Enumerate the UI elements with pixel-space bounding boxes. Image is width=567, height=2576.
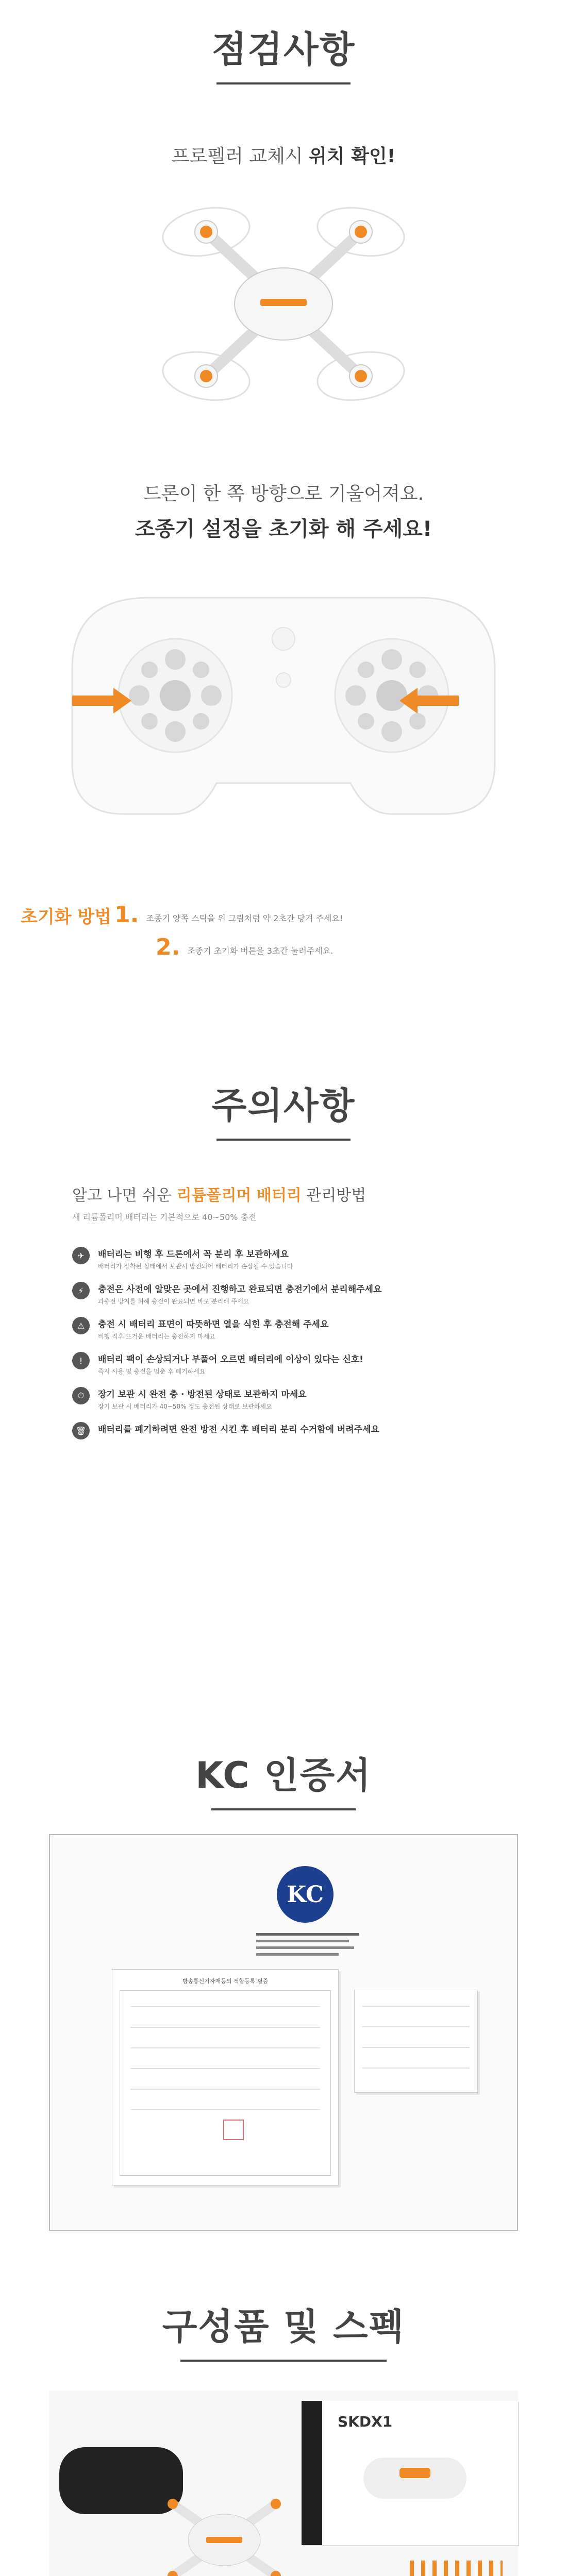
caution-title: 주의사항 xyxy=(211,1084,356,1127)
drone-top-view-image xyxy=(149,185,418,422)
caution-title-underline xyxy=(216,1139,351,1141)
caution-list xyxy=(72,1247,515,1451)
alert-icon: ! xyxy=(72,1352,90,1369)
caution-item xyxy=(72,1282,515,1306)
caution-item xyxy=(72,1317,515,1341)
kc-certificate-detail xyxy=(354,1990,478,2093)
caution-item-main: 충전은 사전에 알맞은 곳에서 진행하고 완료되면 충전기에서 분리해주세요 xyxy=(98,1284,382,1295)
kc-title-underline xyxy=(211,1808,356,1810)
caution-item-desc: 즉시 사용 및 충전을 멈춘 후 폐기하세요 xyxy=(98,1368,206,1375)
components-photo xyxy=(49,2391,518,2576)
trash-icon: 🗑 xyxy=(72,1422,90,1439)
kc-mark-text: KC xyxy=(286,1881,324,1908)
kc-title: KC 인증서 xyxy=(195,1754,372,1797)
heat-warning-icon: ⚠ xyxy=(72,1317,90,1334)
reset-step-2-number: 2. xyxy=(156,934,180,960)
components-section xyxy=(0,2293,567,2576)
reset-step-1 xyxy=(21,902,546,928)
kc-stamp xyxy=(223,2120,244,2140)
caution-section xyxy=(0,1046,567,1747)
caution-item-desc: 과충전 방지를 위해 충전이 완료되면 바로 분리해 주세요 xyxy=(98,1298,249,1305)
inspection-section xyxy=(0,0,567,1046)
caution-item-desc: 배터리가 장착된 상태에서 보관시 방전되어 배터리가 손상될 수 있습니다 xyxy=(98,1263,293,1270)
caution-note: 새 리튬폴리머 배터리는 기본적으로 40~50% 충전 xyxy=(72,1212,257,1222)
reset-step-1-text: 조종기 양쪽 스틱을 위 그림처럼 약 2초간 당겨 주세요! xyxy=(146,913,343,923)
propeller-check-pre: 프로펠러 교체시 xyxy=(171,146,309,167)
components-title: 구성품 및 스펙 xyxy=(162,2306,405,2348)
reset-method xyxy=(21,902,546,960)
caution-item xyxy=(72,1422,515,1439)
kc-mark-icon xyxy=(277,1866,333,1923)
caution-item xyxy=(72,1387,515,1411)
kc-section xyxy=(0,1747,567,2293)
caution-item xyxy=(72,1247,515,1270)
controller-image xyxy=(36,577,531,835)
kc-certificate-frame xyxy=(49,1834,518,2231)
kc-certificate-document xyxy=(112,1969,339,2185)
inspection-title: 점검사항 xyxy=(211,28,356,71)
reset-controller-text: 조종기 설정을 초기화 해 주세요! xyxy=(135,517,432,541)
caution-item-main: 장기 보관 시 완전 충 · 방전된 상태로 보관하지 마세요 xyxy=(98,1389,307,1400)
timer-icon: ⏱ xyxy=(72,1387,90,1404)
charge-icon: ⚡ xyxy=(72,1282,90,1299)
propeller-check-text xyxy=(0,142,567,168)
caution-item-main: 배터리는 비행 후 드론에서 꼭 분리 후 보관하세요 xyxy=(98,1249,289,1260)
caution-item-main: 충전 시 배터리 표면이 따뜻하면 열을 식힌 후 충전해 주세요 xyxy=(98,1319,329,1330)
caution-item xyxy=(72,1352,515,1376)
kc-document-title: 방송통신기자재등의 적합등록 필증 xyxy=(182,1978,269,1985)
caution-subtitle-accent: 리튬폴리머 배터리 xyxy=(176,1187,302,1205)
caution-item-desc: 비행 직후 뜨거운 배터리는 충전하지 마세요 xyxy=(98,1333,215,1340)
drone-icon: ✈ xyxy=(72,1247,90,1264)
reset-method-title: 초기화 방법 xyxy=(21,907,112,927)
drone-item xyxy=(142,2478,307,2576)
caution-subtitle-post: 관리방법 xyxy=(301,1187,366,1205)
reset-step-2-text: 조종기 초기화 버튼을 3초간 눌러주세요. xyxy=(187,946,333,956)
inspection-title-underline xyxy=(216,82,351,84)
product-box-brand: SKDX1 xyxy=(338,2413,393,2430)
propeller-set-item xyxy=(410,2561,503,2576)
caution-subtitle-pre: 알고 나면 쉬운 xyxy=(72,1187,177,1205)
reset-step-2 xyxy=(21,934,546,960)
caution-subtitle xyxy=(72,1182,366,1205)
tilt-warning-text: 드론이 한 쪽 방향으로 기울어져요. xyxy=(143,483,424,504)
components-title-underline xyxy=(180,2360,387,2362)
caution-item-main: 배터리 팩이 손상되거나 부풀어 오르면 배터리에 이상이 있다는 신호! xyxy=(98,1354,363,1365)
reset-step-1-number: 1. xyxy=(114,902,139,928)
caution-item-main: 배터리를 폐기하려면 완전 방전 시킨 후 배터리 분리 수거함에 버려주세요 xyxy=(98,1425,379,1435)
caution-item-desc: 장기 보관 시 배터리가 40~50% 정도 충전된 상태로 보관하세요 xyxy=(98,1403,272,1410)
kc-info-lines xyxy=(256,1933,359,1956)
product-box xyxy=(302,2401,518,2545)
propeller-check-bold: 위치 확인! xyxy=(309,146,396,167)
